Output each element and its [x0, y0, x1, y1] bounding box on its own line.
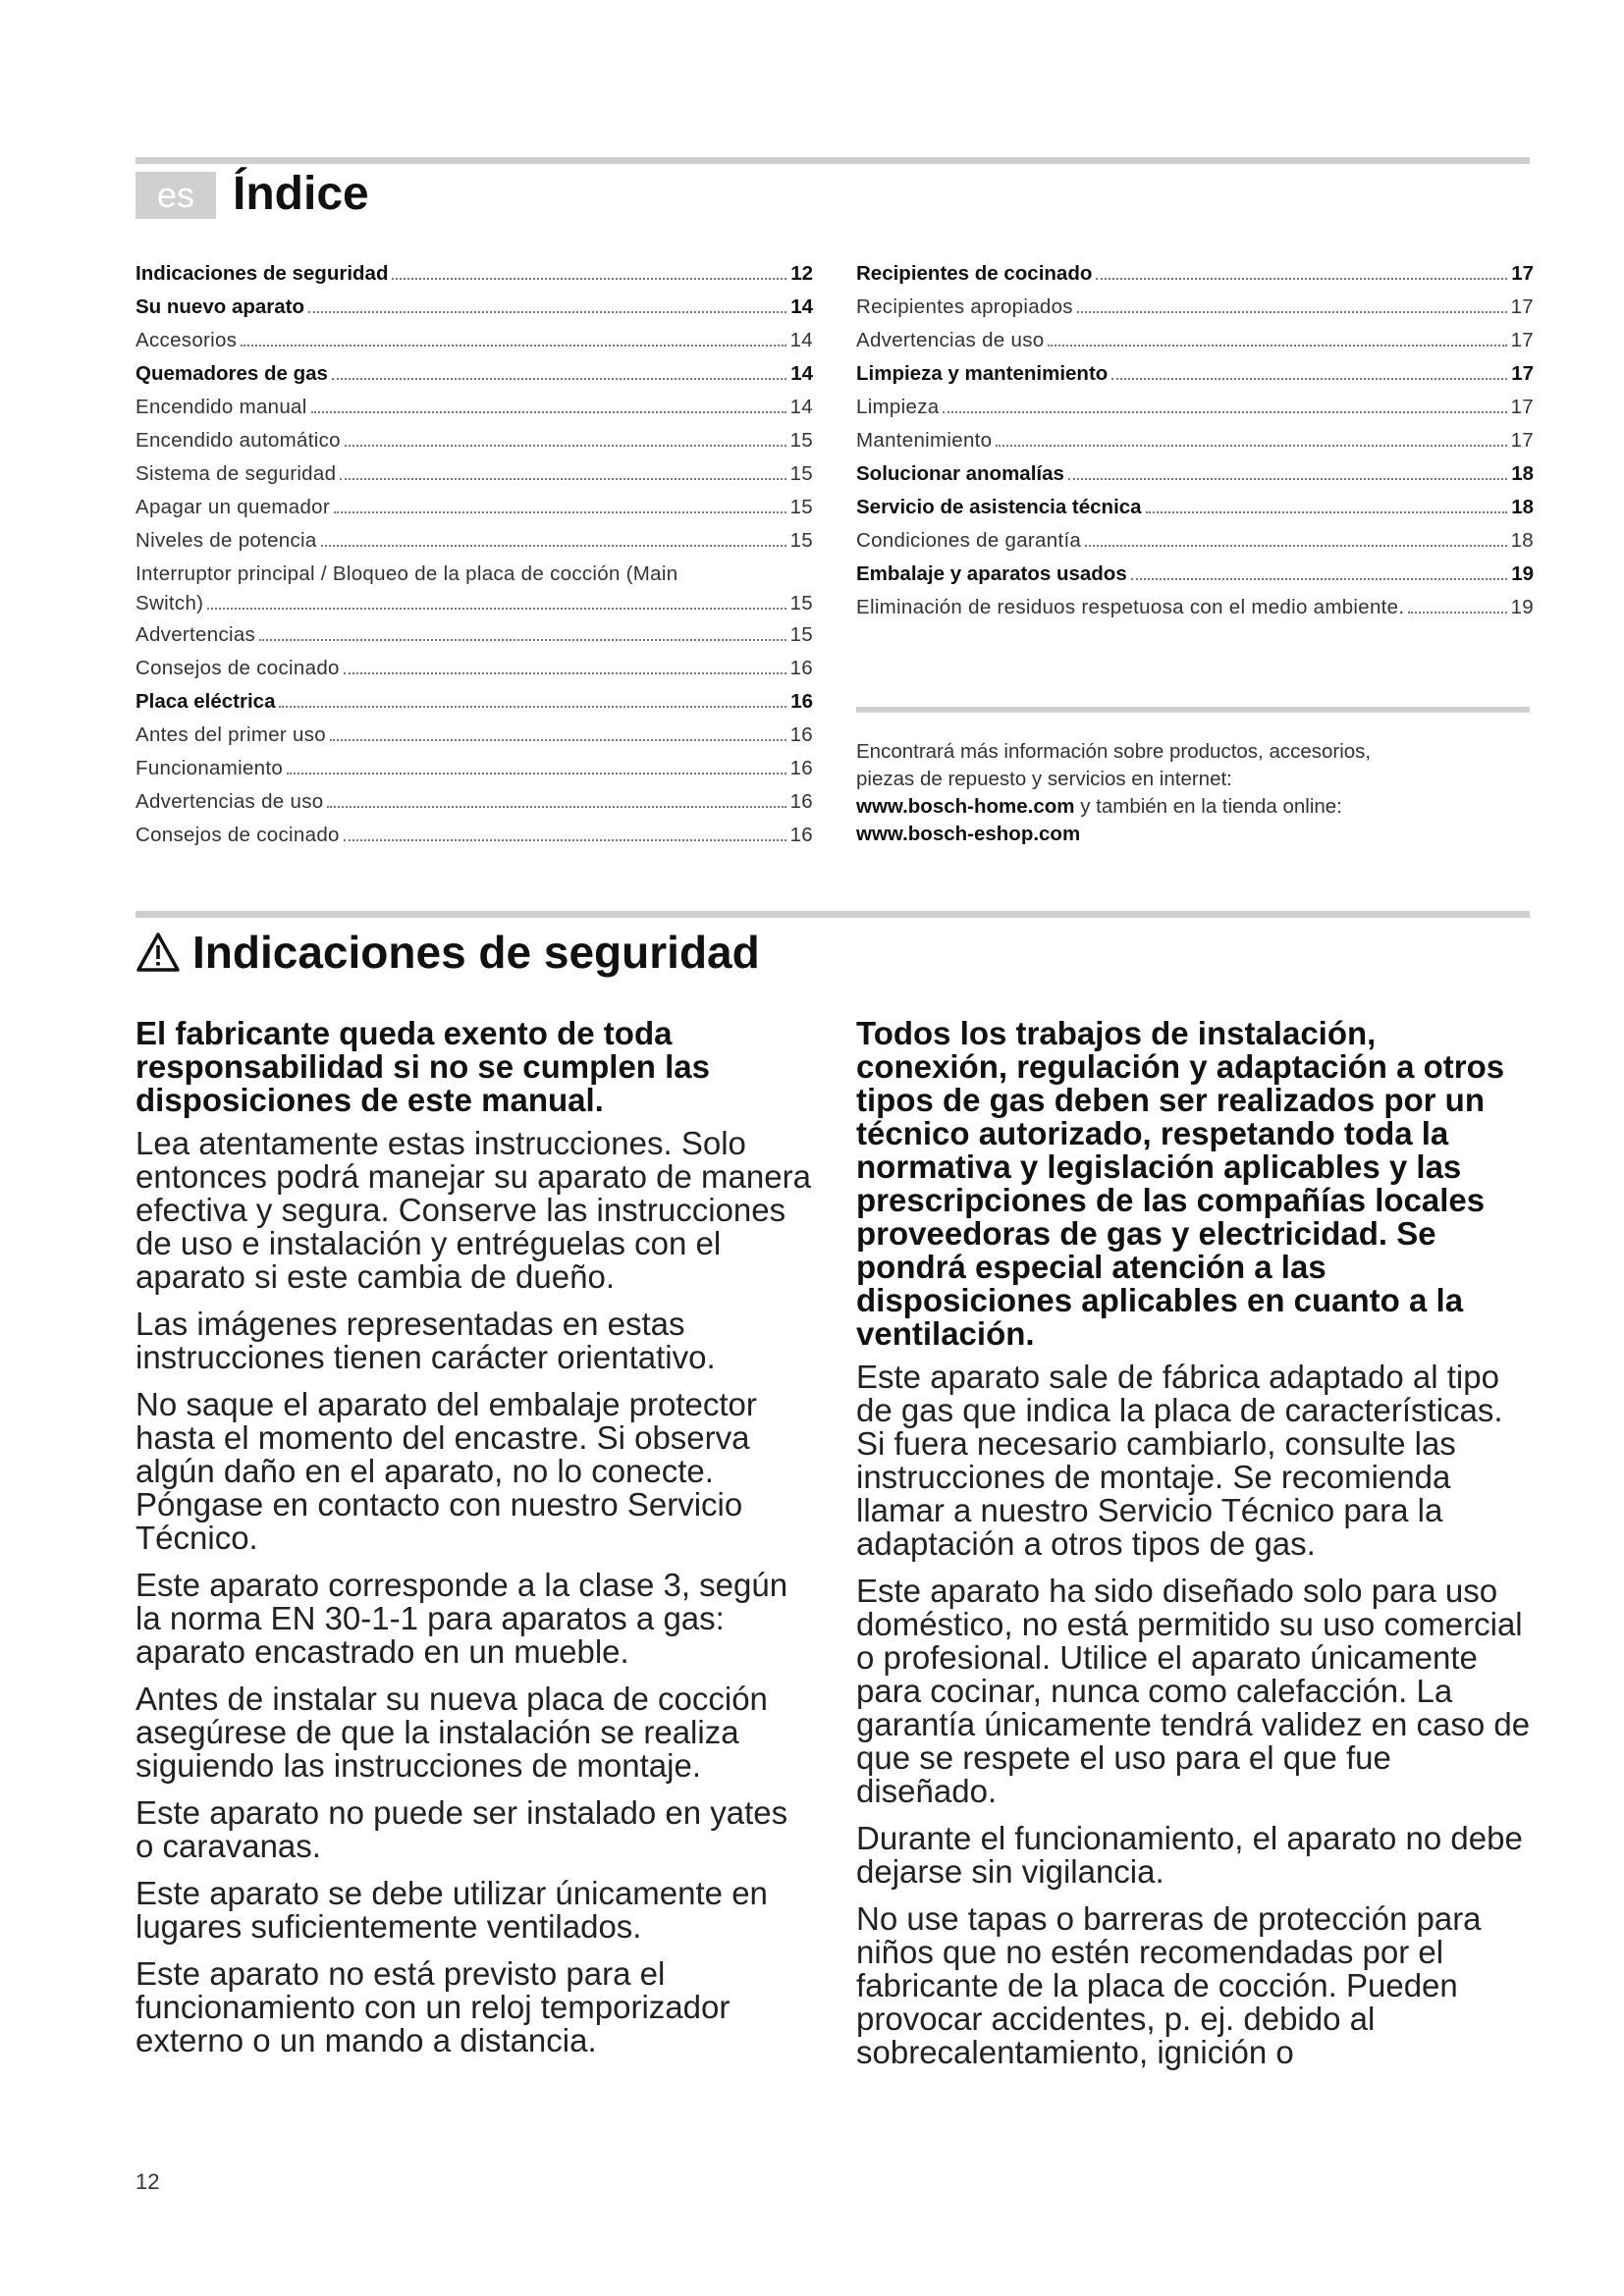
dot-leader [321, 545, 786, 547]
toc-entry[interactable] [856, 391, 1534, 424]
dot-leader [345, 445, 786, 447]
toc-entry-page: 19 [1510, 596, 1534, 618]
dot-leader [1048, 345, 1506, 347]
toc-entry[interactable] [856, 524, 1534, 558]
toc-entry-label: Accesorios [135, 329, 238, 351]
toc-entry-page: 16 [789, 790, 813, 813]
toc-entry[interactable] [135, 785, 813, 819]
toc-entry-page: 16 [789, 824, 813, 846]
online-info [856, 738, 1543, 848]
toc-entry-page: 12 [790, 262, 813, 285]
toc-entry-label: Switch) [135, 592, 204, 614]
dot-leader [327, 806, 785, 808]
dot-leader [1077, 311, 1507, 313]
dot-leader [1096, 278, 1507, 280]
toc-entry-page: 17 [1510, 429, 1534, 452]
dot-leader [1068, 478, 1507, 480]
lead-paragraph: Todos los trabajos de instalación, conexión, regulación y adaptación a otros tipos de gas deben ser realizados por un técnico autorizado, respetando toda la normativa y legislación aplicables y las prescripciones de las compañías locales proveedoras de gas y electricidad. Se pondrá especial atención a las disposiciones aplicables en cuanto a la ventilación. [856, 1015, 1505, 1352]
page-number: 12 [135, 2169, 160, 2194]
body-paragraph: Durante el funcionamiento, el aparato no debe dejarse sin vigilancia. [856, 1820, 1523, 1890]
info-rule [856, 707, 1530, 713]
toc-entry-label: Condiciones de garantía [856, 529, 1082, 552]
index-title: Índice [233, 168, 369, 220]
body-paragraph: Este aparato ha sido diseñado solo para uso doméstico, no está permitido su uso comercial o profesional. Utilice el aparato únicamente para cocinar, nunca como calefacción. La garantía únicamente tendrá validez en caso de que se respete el uso para el que fue diseñado. [856, 1573, 1531, 1809]
safety-left-column [135, 1017, 813, 2071]
toc-entry-page: 18 [1510, 529, 1534, 552]
toc-entry-label: Funcionamiento [135, 757, 284, 779]
toc-entry[interactable] [135, 752, 813, 785]
toc-entry[interactable] [856, 558, 1534, 591]
body-paragraph: Este aparato se debe utilizar únicamente en lugares suficientemente ventilados. [135, 1875, 768, 1945]
toc-entry-page: 16 [790, 690, 813, 713]
dot-leader [330, 739, 786, 741]
toc-entry-page: 17 [1511, 262, 1534, 285]
toc-entry-page: 17 [1511, 362, 1534, 385]
toc-entry[interactable] [135, 819, 813, 852]
toc-entry[interactable] [135, 357, 813, 391]
toc-entry[interactable] [856, 491, 1534, 524]
toc-entry[interactable] [135, 589, 813, 618]
toc-entry[interactable] [856, 257, 1534, 291]
toc-entry-label: Apagar un quemador [135, 496, 331, 518]
toc-entry-page: 15 [789, 623, 813, 646]
body-paragraph: Este aparato sale de fábrica adaptado al tipo de gas que indica la placa de características. Si fuera necesario cambiarlo, consulte las instrucciones de montaje. Se recomienda llamar a nuestro Servicio Técnico para la adaptación a otros tipos de gas. [856, 1359, 1503, 1562]
dot-leader [332, 378, 786, 380]
info-line [856, 793, 1543, 821]
toc-entry-page: 14 [789, 396, 813, 418]
toc-entry[interactable] [856, 424, 1534, 457]
toc-entry-page: 17 [1510, 396, 1534, 418]
toc-left-column [135, 257, 813, 852]
dot-leader [344, 839, 786, 841]
dot-leader [996, 445, 1506, 447]
toc-entry-label: Consejos de cocinado [135, 657, 340, 679]
toc-entry-label: Consejos de cocinado [135, 824, 340, 846]
toc-entry[interactable] [135, 257, 813, 291]
toc-entry[interactable] [856, 324, 1534, 357]
dot-leader [1111, 378, 1507, 380]
toc-entry-page: 17 [1510, 295, 1534, 318]
toc-entry-page: 16 [789, 757, 813, 779]
toc-entry-label: Encendido manual [135, 396, 307, 418]
info-line: Encontrará más información sobre productos, accesorios, [856, 740, 1372, 763]
toc-entry-label: Limpieza [856, 396, 940, 418]
dot-leader [340, 478, 785, 480]
top-rule [135, 157, 1530, 164]
toc-entry-label: Embalaje y aparatos usados [856, 562, 1127, 585]
toc-entry-label: Quemadores de gas [135, 362, 328, 385]
toc-entry-label: Encendido automático [135, 429, 341, 452]
toc-entry-page: 17 [1510, 329, 1534, 351]
dot-leader [279, 706, 786, 708]
toc-entry-page: 19 [1511, 562, 1534, 585]
toc-entry[interactable] [135, 457, 813, 491]
toc-entry-page: 16 [789, 657, 813, 679]
safety-right-column [856, 1017, 1534, 2083]
toc-entry-label-line: Interruptor principal / Bloqueo de la placa de cocción (Main [135, 562, 678, 585]
toc-entry[interactable] [856, 291, 1534, 324]
toc-entry[interactable] [135, 524, 813, 558]
body-paragraph: Este aparato corresponde a la clase 3, según la norma EN 30-1-1 para aparatos a gas: aparato encastrado en un mueble. [135, 1567, 788, 1670]
section-rule [135, 911, 1530, 918]
toc-entry-page: 18 [1511, 496, 1534, 518]
toc-entry-label: Limpieza y mantenimiento [856, 362, 1109, 385]
toc-entry-label: Recipientes apropiados [856, 295, 1073, 318]
dot-leader [1131, 578, 1507, 580]
toc-entry-page: 14 [790, 295, 813, 318]
dot-leader [1085, 545, 1506, 547]
toc-entry[interactable] [856, 357, 1534, 391]
body-paragraph: Este aparato no puede ser instalado en yates o caravanas. [135, 1794, 788, 1864]
lead-paragraph: El fabricante queda exento de toda responsabilidad si no se cumplen las disposiciones de este manual. [135, 1015, 711, 1118]
toc-entry-label: Advertencias [135, 623, 256, 646]
dot-leader [308, 311, 786, 313]
toc-entry[interactable] [135, 391, 813, 424]
dot-leader [241, 345, 785, 347]
body-paragraph: Este aparato no está previsto para el funcionamiento con un reloj temporizador externo o un mando a distancia. [135, 1955, 731, 2058]
toc-entry[interactable] [135, 719, 813, 752]
toc-entry-label: Su nuevo aparato [135, 295, 305, 318]
toc-entry-label: Antes del primer uso [135, 723, 327, 746]
toc-entry[interactable] [135, 685, 813, 719]
bosch-home-link[interactable]: www.bosch-home.com [856, 795, 1075, 818]
toc-entry-label: Advertencias de uso [135, 790, 324, 813]
dot-leader [311, 411, 786, 413]
toc-entry[interactable] [135, 618, 813, 652]
toc-entry-label: Niveles de potencia [135, 529, 317, 552]
language-tag: es [135, 172, 216, 219]
dot-leader [344, 672, 786, 674]
info-text: y también en la tienda online: [1074, 795, 1342, 818]
toc-entry[interactable] [135, 291, 813, 324]
toc-entry-label: Indicaciones de seguridad [135, 262, 389, 285]
dot-leader [207, 608, 785, 610]
toc-entry-page: 15 [789, 429, 813, 452]
toc-entry-page: 14 [790, 362, 813, 385]
body-paragraph: No saque el aparato del embalaje protector hasta el momento del encastre. Si observa algún daño en el aparato, no lo conecte. Póngase en contacto con nuestro Servicio Técnico. [135, 1386, 757, 1556]
toc-entry-label: Servicio de asistencia técnica [856, 496, 1142, 518]
toc-entry[interactable] [135, 491, 813, 524]
toc-entry[interactable] [856, 457, 1534, 491]
dot-leader [334, 511, 786, 513]
toc-entry-label: Eliminación de residuos respetuosa con el medio ambiente. [856, 596, 1405, 618]
toc-entry-page: 16 [789, 723, 813, 746]
dot-leader [1146, 511, 1508, 513]
toc-right-column [856, 257, 1534, 624]
info-line: piezas de repuesto y servicios en internet: [856, 768, 1232, 790]
dot-leader [259, 639, 785, 641]
toc-entry-page: 18 [1511, 462, 1534, 485]
dot-leader [943, 411, 1506, 413]
toc-entry-label: Solucionar anomalías [856, 462, 1064, 485]
dot-leader [392, 278, 786, 280]
body-paragraph: No use tapas o barreras de protección para niños que no estén recomendadas por el fabricante de la placa de cocción. Pueden provocar accidentes, p. ej. debido al sobrecalentamiento, ignición o [856, 1900, 1482, 2070]
toc-entry-label: Advertencias de uso [856, 329, 1045, 351]
toc-entry-label: Recipientes de cocinado [856, 262, 1093, 285]
dot-leader [1408, 612, 1506, 614]
toc-entry-page: 15 [789, 592, 813, 614]
toc-entry-page: 15 [789, 529, 813, 552]
dot-leader [287, 773, 786, 774]
body-paragraph: Las imágenes representadas en estas instrucciones tienen carácter orientativo. [135, 1306, 716, 1375]
safety-heading [135, 923, 760, 982]
toc-entry[interactable] [135, 424, 813, 457]
warning-triangle-icon [135, 930, 181, 975]
toc-entry-page: 14 [789, 329, 813, 351]
safety-title: Indicaciones de seguridad [192, 927, 760, 978]
toc-entry[interactable] [856, 591, 1534, 624]
toc-entry-page: 15 [789, 462, 813, 485]
toc-entry-label: Placa eléctrica [135, 690, 276, 713]
body-paragraph: Antes de instalar su nueva placa de cocción asegúrese de que la instalación se realiza siguiendo las instrucciones de montaje. [135, 1681, 768, 1784]
body-paragraph: Lea atentamente estas instrucciones. Solo entonces podrá manejar su aparato de manera efectiva y segura. Conserve las instrucciones de uso e instalación y entréguelas con el aparato si este cambia de dueño. [135, 1125, 811, 1295]
toc-entry[interactable] [135, 652, 813, 685]
toc-entry-label: Sistema de seguridad [135, 462, 337, 485]
bosch-eshop-link[interactable]: www.bosch-eshop.com [856, 823, 1081, 845]
toc-entry[interactable] [135, 324, 813, 357]
toc-entry-page: 15 [789, 496, 813, 518]
toc-entry-label: Mantenimiento [856, 429, 993, 452]
